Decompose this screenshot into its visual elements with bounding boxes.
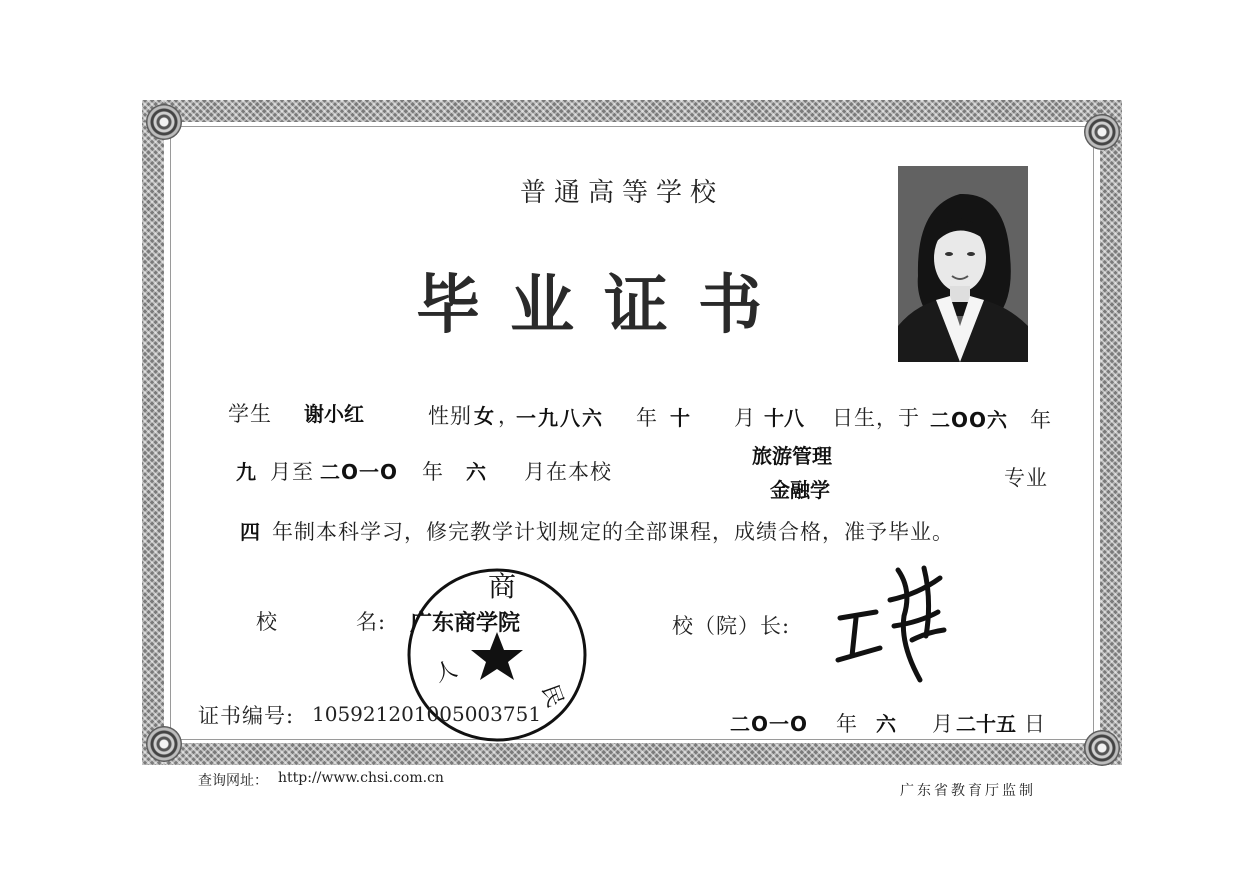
issue-year: 二O一O xyxy=(730,712,809,736)
student-label: 学生 xyxy=(228,402,272,426)
start-month: 九 xyxy=(236,460,256,484)
supervisor-text: 广东省教育厅监制 xyxy=(900,783,1036,799)
major-2: 金融学 xyxy=(770,478,830,502)
born-text: 日生，于 xyxy=(832,406,920,430)
end-year: 二O一O xyxy=(320,460,399,484)
certificate-subtitle: 普通高等学校 xyxy=(520,178,725,208)
student-photo xyxy=(898,166,1028,362)
birth-year: 一九八六 xyxy=(516,406,604,430)
birth-day: 十八 xyxy=(764,406,804,430)
cert-number: 105921201005003751 xyxy=(312,702,542,726)
issue-month: 六 xyxy=(876,712,896,736)
study-duration: 四 xyxy=(240,520,260,544)
svg-text:商: 商 xyxy=(488,570,517,603)
graduation-statement: 年制本科学习，修完教学计划规定的全部课程，成绩合格，准予毕业。 xyxy=(272,520,954,544)
corner-rosette-bottom-left xyxy=(146,726,182,762)
gender-label: 性别 xyxy=(428,404,472,428)
year-char-2: 年 xyxy=(422,460,444,484)
year-char: 年 xyxy=(636,406,658,430)
svg-text:民: 民 xyxy=(536,681,568,711)
issue-month-char: 月 xyxy=(932,712,954,736)
month-char: 月 xyxy=(734,406,756,430)
month-to: 月至 xyxy=(270,460,314,484)
svg-text:人: 人 xyxy=(431,656,461,688)
birth-month: 十 xyxy=(670,406,690,430)
start-year: 二OO六 xyxy=(930,408,1009,432)
corner-rosette-bottom-right xyxy=(1084,730,1120,766)
corner-rosette-top-left xyxy=(146,104,182,140)
corner-rosette-top-right xyxy=(1084,114,1120,150)
year-end: 年 xyxy=(1030,408,1052,432)
issue-year-char: 年 xyxy=(836,712,858,736)
query-label: 查询网址： xyxy=(198,773,268,789)
school-name: 广东商学院 xyxy=(410,611,521,636)
comma: ， xyxy=(498,404,520,428)
issue-day-char: 日 xyxy=(1024,712,1046,736)
month-school: 月在本校 xyxy=(524,460,612,484)
query-url[interactable]: http://www.chsi.com.cn xyxy=(278,770,444,786)
certificate-title: 毕业证书 xyxy=(416,269,792,343)
school-label-1: 校 xyxy=(256,610,278,634)
end-month: 六 xyxy=(466,460,486,484)
major-label: 专业 xyxy=(1004,466,1048,490)
cert-number-label: 证书编号: xyxy=(198,704,295,728)
gender-value: 女 xyxy=(474,404,494,428)
president-signature xyxy=(828,560,958,690)
president-label: 校（院）长: xyxy=(672,614,791,638)
major-1: 旅游管理 xyxy=(752,444,832,468)
student-name: 谢小红 xyxy=(304,402,364,426)
school-label-2: 名: xyxy=(356,610,387,634)
issue-day: 二十五 xyxy=(956,712,1016,736)
